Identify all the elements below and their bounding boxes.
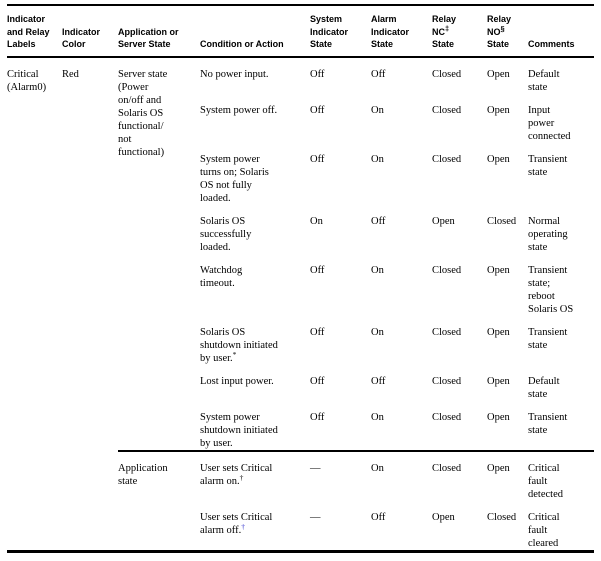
col-header-relay-nc-state <box>432 5 487 57</box>
relay-nc-state-cell: Closed <box>432 411 462 423</box>
header-line: State <box>487 39 510 49</box>
col-header-comments: Comments <box>528 5 594 57</box>
section-sign-footnote-marker: § <box>500 24 505 33</box>
condition-cell: No power input. <box>200 68 269 80</box>
relay-nc-state-cell: Open <box>432 215 455 227</box>
system-indicator-state-cell: Off <box>310 153 325 165</box>
relay-nc-state-cell: Closed <box>432 104 462 116</box>
comments-cell: Input power connected <box>528 104 571 142</box>
relay-nc-state-cell: Closed <box>432 326 462 338</box>
table-body <box>7 57 594 552</box>
alarm-indicator-state-cell: On <box>371 153 384 165</box>
col-header-condition-or-action: Condition or Action <box>200 5 310 57</box>
comments-cell: Transient state <box>528 153 568 178</box>
header-line <box>487 26 524 39</box>
alarm-relay-state-table <box>7 4 594 553</box>
relay-nc-state-cell: Closed <box>432 451 487 501</box>
relay-nc-label: NC <box>432 26 445 37</box>
table-header <box>7 5 594 57</box>
indicator-label-cell: Critical (Alarm0) <box>7 68 47 93</box>
comments-cell: Transient state <box>528 326 568 351</box>
condition-cell: System power off. <box>200 104 278 116</box>
header-line <box>432 26 483 39</box>
indicator-color-cell: Red <box>62 68 79 80</box>
relay-no-state-cell: Open <box>487 264 510 276</box>
condition-cell: System power turns on; Solaris OS not fully loaded. <box>200 153 269 204</box>
relay-nc-state-cell: Closed <box>432 264 462 276</box>
comments-cell: Critical fault detected <box>528 451 594 501</box>
system-indicator-state-cell: Off <box>310 326 325 338</box>
col-header-application-or-server-state: Application or Server State <box>118 5 200 57</box>
col-header-alarm-indicator-state: Alarm Indicator State <box>371 5 432 57</box>
condition-cell: User sets Critical alarm off.† <box>200 511 273 536</box>
server-state-group-cell: Server state (Power on/off and Solaris OS functional/ not functional) <box>118 68 168 158</box>
comments-cell: Transient state <box>528 411 568 436</box>
comments-cell: Default state <box>528 68 560 93</box>
relay-no-state-cell: Closed <box>487 511 517 523</box>
condition-cell: System power shutdown initiated by user. <box>200 411 278 449</box>
alarm-indicator-state-cell: On <box>371 411 384 423</box>
application-state-group-cell: Application state <box>118 451 200 552</box>
alarm-indicator-state-cell: Off <box>371 375 386 387</box>
relay-no-state-cell: Open <box>487 375 510 387</box>
alarm-indicator-state-cell: On <box>371 451 432 501</box>
comments-cell: Critical fault cleared <box>528 511 560 549</box>
alarm-indicator-state-cell: On <box>371 264 384 276</box>
condition-cell: Solaris OS successfully loaded. <box>200 215 252 253</box>
system-indicator-state-cell: Off <box>310 264 325 276</box>
relay-no-label: NO <box>487 26 501 37</box>
relay-nc-state-cell: Closed <box>432 375 462 387</box>
relay-no-state-cell: Open <box>487 411 510 423</box>
double-dagger-footnote-marker: ‡ <box>445 24 450 33</box>
relay-no-state-cell: Open <box>487 326 510 338</box>
alarm-indicator-state-cell: On <box>371 104 384 116</box>
dagger-footnote-link[interactable]: † <box>241 522 245 531</box>
system-indicator-state-cell: On <box>310 215 323 227</box>
relay-no-state-cell: Open <box>487 153 510 165</box>
header-line: Relay <box>432 14 457 24</box>
alarm-indicator-state-cell: Off <box>371 215 386 227</box>
condition-cell: Watchdog timeout. <box>200 264 243 289</box>
comments-cell: Default state <box>528 375 560 400</box>
system-indicator-state-cell: Off <box>310 68 325 80</box>
dagger-footnote-marker: † <box>239 473 244 482</box>
header-line: Relay <box>487 14 512 24</box>
relay-no-state-cell: Closed <box>487 215 517 227</box>
col-header-indicator-color: Indicator Color <box>62 5 118 57</box>
relay-nc-state-cell: Closed <box>432 68 462 80</box>
alarm-indicator-state-cell: Off <box>371 68 386 80</box>
relay-nc-state-cell: Closed <box>432 153 462 165</box>
asterisk-footnote-marker: * <box>232 350 237 359</box>
col-header-system-indicator-state: System Indicator State <box>310 5 371 57</box>
system-indicator-state-cell: Off <box>310 375 325 387</box>
alarm-indicator-state-cell: Off <box>371 511 386 523</box>
col-header-relay-no-state <box>487 5 528 57</box>
condition-cell: Solaris OS shutdown initiated by user.* <box>200 326 278 364</box>
system-indicator-state-cell: — <box>310 511 321 523</box>
comments-cell: Transient state; reboot Solaris OS <box>528 264 574 315</box>
system-indicator-state-cell: — <box>310 451 371 501</box>
condition-cell: User sets Critical alarm on.† <box>200 451 310 501</box>
system-indicator-state-cell: Off <box>310 411 325 423</box>
table-row <box>7 57 594 94</box>
relay-no-state-cell: Open <box>487 68 510 80</box>
relay-nc-state-cell: Open <box>432 511 455 523</box>
alarm-indicator-state-cell: On <box>371 326 384 338</box>
relay-no-state-cell: Open <box>487 104 510 116</box>
header-line: State <box>432 39 455 49</box>
comments-cell: Normal operating state <box>528 215 568 253</box>
col-header-indicator-and-relay-labels: Indicator and Relay Labels <box>7 5 62 57</box>
header-row <box>7 5 594 57</box>
relay-no-state-cell: Open <box>487 451 528 501</box>
condition-cell: Lost input power. <box>200 375 274 387</box>
system-indicator-state-cell: Off <box>310 104 325 116</box>
